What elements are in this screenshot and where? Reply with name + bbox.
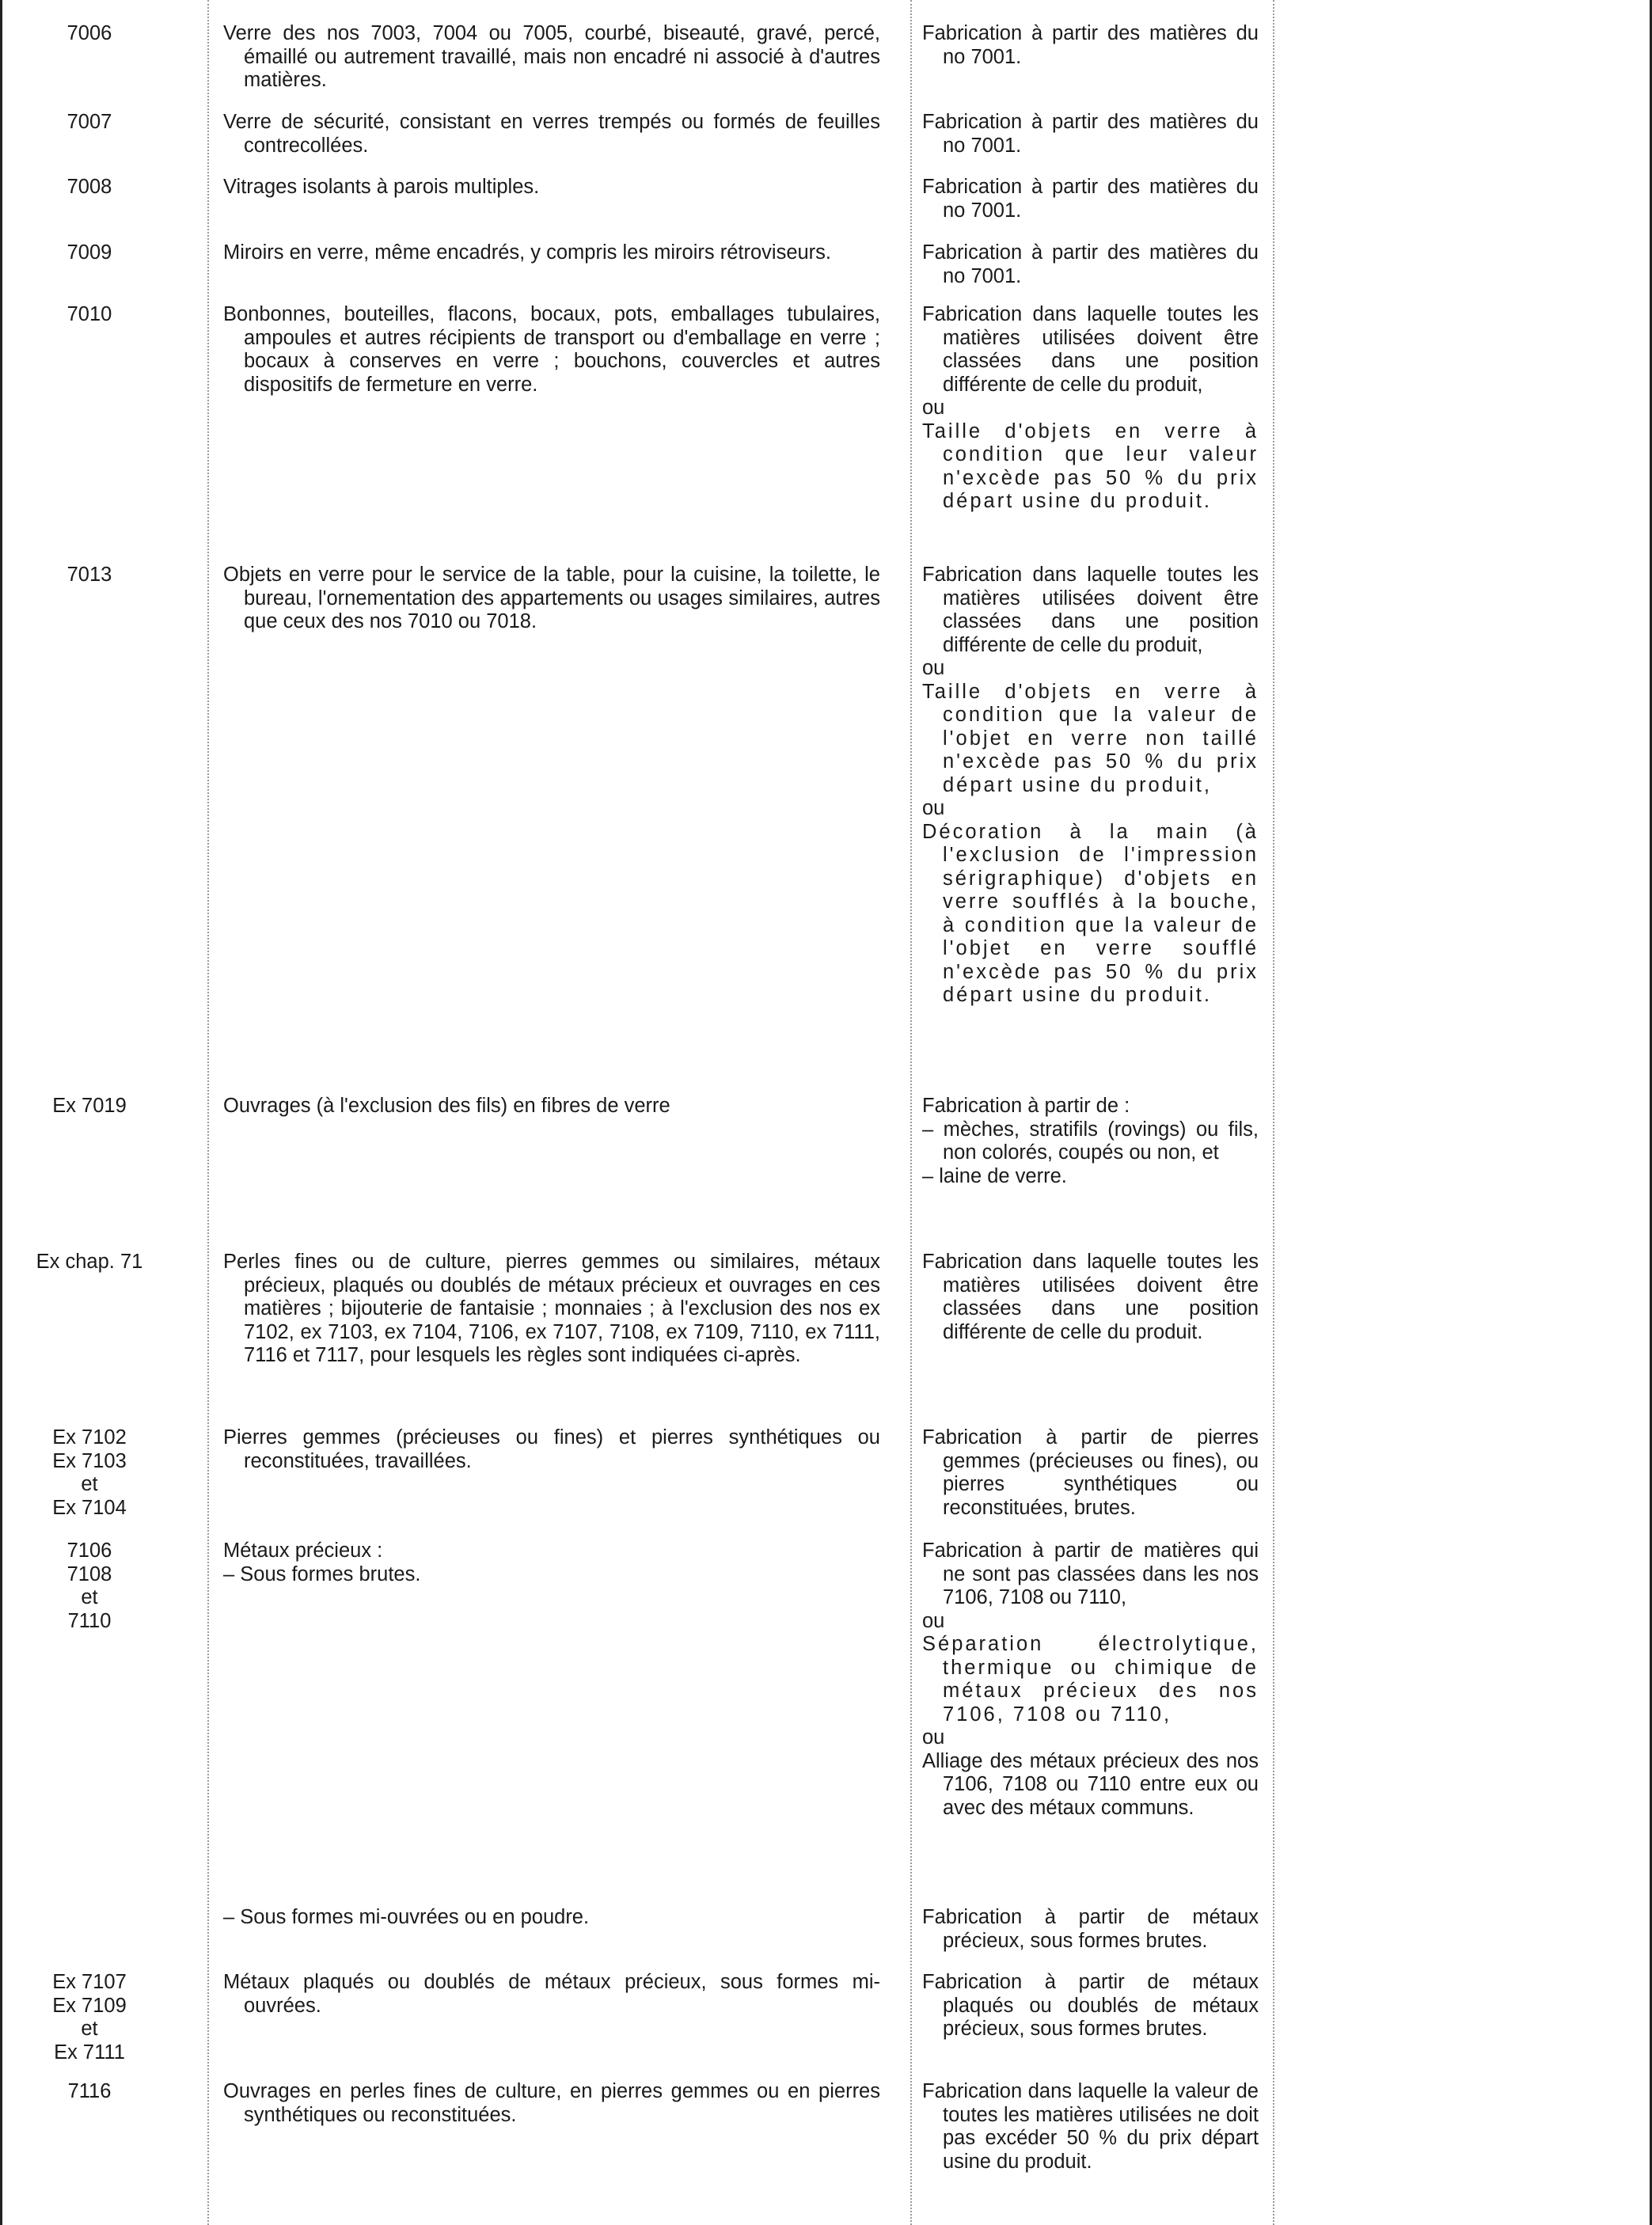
description-text: Ouvrages en perles fines de culture, en pierres gemmes ou en pierres synthétiques ou reconstituées. <box>223 2080 880 2126</box>
rule-list-item: – mèches, stratifils (rovings) ou fils, non colorés, coupés ou non, et <box>922 1118 1259 1164</box>
code-line: Ex 7109 <box>52 1994 127 2017</box>
row-code <box>30 1095 149 1118</box>
description-text: Vitrages isolants à parois multiples. <box>223 176 540 198</box>
description-text: Objets en verre pour le service de la table, pour la cuisine, la toilette, le bureau, l'ornementation des appartements ou usages similaires, autres que ceux des nos 7010 ou 7018. <box>223 564 880 632</box>
row-rule <box>922 111 1259 158</box>
column-divider-code <box>207 0 209 2225</box>
rule-text: Fabrication à partir de métaux précieux, sous formes brutes. <box>922 1906 1259 1952</box>
rule-or: ou <box>922 657 945 679</box>
row-rule <box>922 176 1259 222</box>
code-line: Ex 7104 <box>52 1496 127 1519</box>
rule-or: ou <box>922 397 945 419</box>
row-rule <box>922 303 1259 514</box>
row-description <box>223 1971 880 2018</box>
description-text: Métaux précieux : <box>223 1540 383 1562</box>
description-text: Miroirs en verre, même encadrés, y compris les miroirs rétroviseurs. <box>223 241 832 264</box>
rule-text: Fabrication à partir de : <box>922 1095 1130 1117</box>
code-line: 7106 <box>66 1540 112 1562</box>
left-border <box>0 0 2 2225</box>
row-code <box>30 2080 149 2104</box>
code-line: Ex 7103 <box>52 1449 127 1472</box>
row-description <box>223 1906 880 1930</box>
rule-text: Fabrication à partir des matières du no 7001. <box>922 241 1259 287</box>
row-description <box>223 22 880 93</box>
row-description <box>223 111 880 158</box>
rule-text: Séparation électrolytique, thermique ou chimique de métaux précieux des nos 7106, 7108 ou 7110, <box>922 1633 1259 1726</box>
code-line: 7013 <box>66 564 112 586</box>
rule-or: ou <box>922 797 945 819</box>
code-line: 7008 <box>66 176 112 198</box>
description-text: Bonbonnes, bouteilles, flacons, bocaux, pots, emballages tubulaires, ampoules et autres récipients de transport ou d'emballage en verre ; bocaux à conserves en verre ; bouchons, couvercles et autres dispositifs de fermeture en verre. <box>223 303 880 396</box>
code-line: Ex chap. 71 <box>36 1251 143 1273</box>
description-text: Verre des nos 7003, 7004 ou 7005, courbé, biseauté, gravé, percé, émaillé ou autrement travaillé, mais non encadré ni associé à d'autres matières. <box>223 22 880 91</box>
rule-text: Fabrication à partir des matières du no 7001. <box>922 176 1259 222</box>
row-code <box>30 564 149 587</box>
row-description <box>223 1095 880 1118</box>
description-subitem: – Sous formes brutes. <box>223 1562 421 1585</box>
code-line: et <box>81 2018 98 2040</box>
row-description <box>223 241 880 265</box>
column-divider-description <box>910 0 912 2225</box>
code-line: 7110 <box>67 1609 112 1632</box>
rule-text: Taille d'objets en verre à condition que la valeur de l'objet en verre non taillé n'excède pas 50 % du prix départ usine du produit, <box>922 680 1259 796</box>
code-line: 7010 <box>66 303 112 325</box>
row-rule <box>922 1426 1259 1520</box>
row-description <box>223 1426 880 1473</box>
description-text: Perles fines ou de culture, pierres gemmes ou similaires, métaux précieux, plaqués ou doublés de métaux précieux et ouvrages en ces matières ; bijouterie de fantaisie ; monnaies ; à l'exclusion des nos ex 7102, ex 7103, ex 7104, 7106, ex 7107, 7108, ex 7109, 7110, ex 7111, 7116 et 7117, pour lesquels les règles sont indiquées ci-après. <box>223 1251 880 1366</box>
rule-text: Fabrication dans laquelle toutes les matières utilisées doivent être classées dans une position différente de celle du produit, <box>922 564 1259 656</box>
code-line: 7116 <box>67 2080 112 2102</box>
row-rule <box>922 2080 1259 2174</box>
row-code <box>30 241 149 265</box>
rule-text: Décoration à la main (à l'exclusion de l'impression sérigraphique) d'objets en verre soufflés à la bouche, à condition que la valeur de l'objet en verre soufflé n'excède pas 50 % du prix départ usine du produit. <box>922 820 1259 1006</box>
code-line: et <box>81 1586 98 1608</box>
row-description <box>223 176 880 199</box>
code-line: Ex 7111 <box>54 2041 125 2064</box>
column-divider-rule <box>1273 0 1274 2225</box>
rule-text: Taille d'objets en verre à condition que leur valeur n'excède pas 50 % du prix départ usine du produit. <box>922 420 1259 512</box>
code-line: Ex 7107 <box>52 1971 127 1993</box>
code-line: Ex 7019 <box>52 1095 127 1117</box>
row-code <box>30 303 149 327</box>
rule-text: Fabrication dans laquelle toutes les matières utilisées doivent être classées dans une position différente de celle du produit, <box>922 303 1259 396</box>
row-rule <box>922 1095 1259 1188</box>
row-code <box>30 1426 149 1520</box>
code-line: 7108 <box>66 1562 112 1585</box>
description-text: Ouvrages (à l'exclusion des fils) en fibres de verre <box>223 1095 670 1117</box>
code-line: 7007 <box>66 111 112 133</box>
code-line: et <box>81 1473 98 1495</box>
rule-or: ou <box>922 1609 945 1632</box>
row-description <box>223 2080 880 2127</box>
row-rule <box>922 1251 1259 1344</box>
rule-text: Fabrication à partir de matières qui ne sont pas classées dans les nos 7106, 7108 ou 7110, <box>922 1540 1259 1608</box>
row-code <box>30 111 149 135</box>
rule-text: Fabrication dans laquelle la valeur de toutes les matières utilisées ne doit pas excéder 50 % du prix départ usine du produit. <box>922 2080 1259 2173</box>
rule-text: Fabrication à partir de métaux plaqués ou doublés de métaux précieux, sous formes brutes. <box>922 1971 1259 2040</box>
row-rule <box>922 1540 1259 1820</box>
row-description <box>223 1540 880 1586</box>
rule-text: Fabrication à partir des matières du no 7001. <box>922 22 1259 68</box>
rule-text: Alliage des métaux précieux des nos 7106, 7108 ou 7110 entre eux ou avec des métaux communs. <box>922 1749 1259 1819</box>
description-text: Métaux plaqués ou doublés de métaux précieux, sous formes mi-ouvrées. <box>223 1971 880 2017</box>
code-line: Ex 7102 <box>52 1426 127 1449</box>
rule-list-item: – laine de verre. <box>922 1164 1067 1187</box>
rule-text: Fabrication dans laquelle toutes les matières utilisées doivent être classées dans une position différente de celle du produit. <box>922 1251 1259 1343</box>
row-code <box>30 1971 149 2064</box>
row-rule <box>922 241 1259 288</box>
row-description <box>223 1251 880 1368</box>
description-text: Verre de sécurité, consistant en verres trempés ou formés de feuilles contrecollées. <box>223 111 880 157</box>
row-rule <box>922 1906 1259 1953</box>
row-code <box>30 22 149 46</box>
code-line: 7009 <box>66 241 112 264</box>
row-code <box>30 1540 149 1633</box>
rule-or: ou <box>922 1726 945 1748</box>
description-text: Pierres gemmes (précieuses ou fines) et pierres synthétiques ou reconstituées, travaillées. <box>223 1426 880 1472</box>
row-description <box>223 303 880 397</box>
row-description <box>223 564 880 634</box>
row-rule <box>922 1971 1259 2041</box>
rule-text: Fabrication à partir de pierres gemmes (précieuses ou fines), ou pierres synthétiques ou reconstituées, brutes. <box>922 1426 1259 1519</box>
description-subitem: – Sous formes mi-ouvrées ou en poudre. <box>223 1906 590 1928</box>
row-rule <box>922 564 1259 1008</box>
row-code <box>30 1251 149 1274</box>
row-code <box>30 176 149 199</box>
code-line: 7006 <box>66 22 112 44</box>
row-rule <box>922 22 1259 69</box>
rule-text: Fabrication à partir des matières du no 7001. <box>922 111 1259 157</box>
